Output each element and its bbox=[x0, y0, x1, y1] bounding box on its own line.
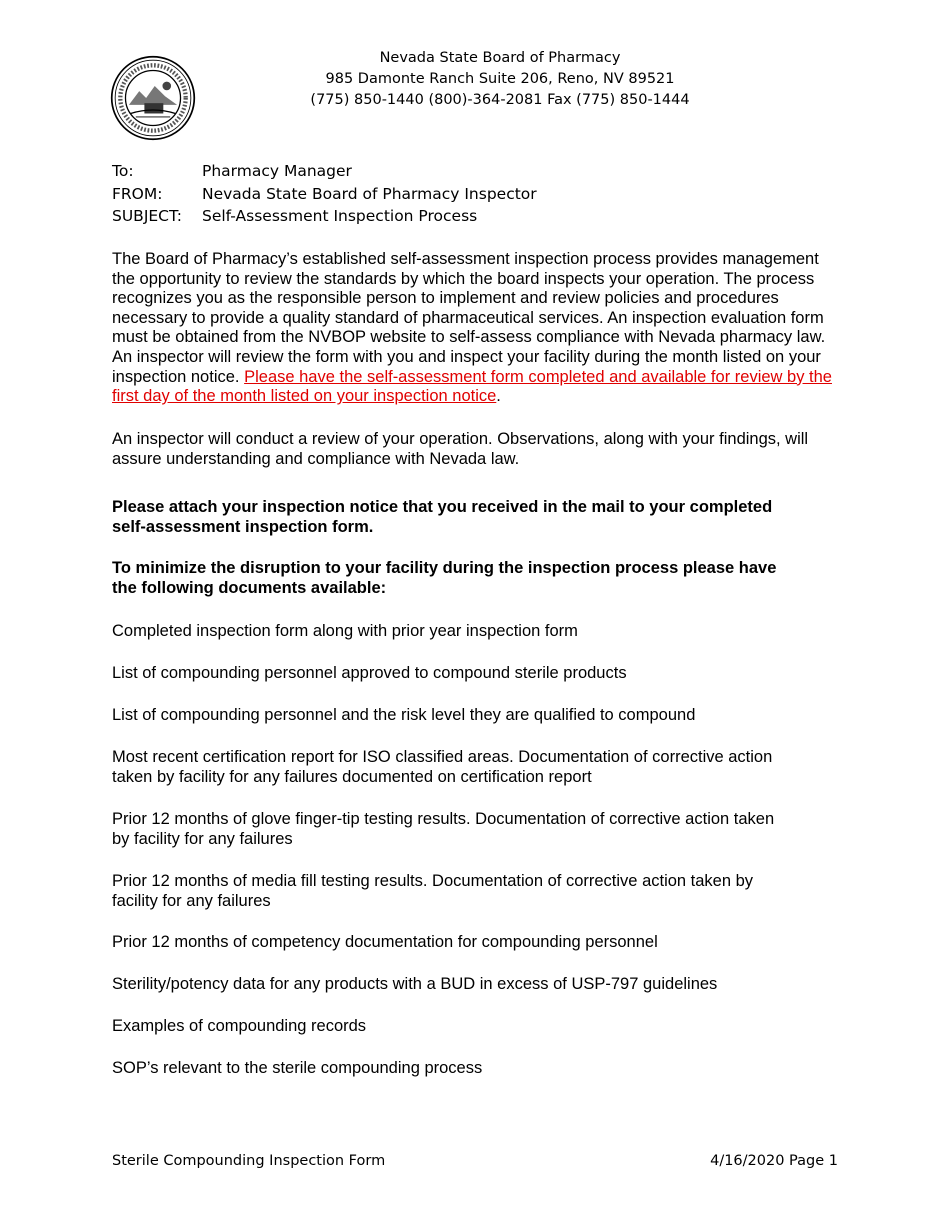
document-item: Most recent certification report for ISO classified areas. Documentation of corrective action taken by facility for any failures documented on certification report bbox=[112, 748, 773, 786]
intro-paragraph bbox=[112, 250, 842, 407]
attach-notice: Please attach your inspection notice that you received in the mail to your completed self-assessment inspection form. bbox=[112, 498, 773, 536]
document-item: Prior 12 months of competency documentation for compounding personnel bbox=[112, 933, 658, 951]
intro-text: The Board of Pharmacy’s established self-assessment inspection process provides management the opportunity to review the standards by which the board inspects your operation. The process recognizes you as the responsible person to implement and review policies and procedures necessary to provide a quality standard of pharmaceutical services. An inspection evaluation form must be obtained from the NVBOP website to self-assess compliance with Nevada pharmacy law. An inspector will review the form with you and inspect your facility during the month listed on your inspection notice. bbox=[112, 250, 826, 386]
memo-to-label: To: bbox=[112, 162, 134, 180]
nevada-state-seal bbox=[110, 55, 196, 141]
document-item: List of compounding personnel approved to compound sterile products bbox=[112, 664, 627, 682]
document-item: Examples of compounding records bbox=[112, 1017, 367, 1035]
memo-header bbox=[112, 160, 537, 228]
footer-date-page: 4/16/2020 Page 1 bbox=[710, 1153, 838, 1169]
footer-form-title: Sterile Compounding Inspection Form bbox=[112, 1153, 386, 1169]
board-address: 985 Damonte Ranch Suite 206, Reno, NV 89521 bbox=[325, 71, 675, 87]
document-item: Prior 12 months of media fill testing results. Documentation of corrective action taken by facility for any failures bbox=[112, 872, 754, 910]
memo-to-row bbox=[112, 160, 537, 183]
memo-from-value: Nevada State Board of Pharmacy Inspector bbox=[202, 184, 537, 203]
memo-subject-label: SUBJECT: bbox=[112, 207, 182, 225]
board-name: Nevada State Board of Pharmacy bbox=[379, 50, 621, 66]
memo-to-value: Pharmacy Manager bbox=[202, 162, 352, 180]
review-paragraph: An inspector will conduct a review of your operation. Observations, along with your findings, will assure understanding and compliance with Nevada law. bbox=[112, 430, 809, 468]
memo-subject-value: Self-Assessment Inspection Process bbox=[202, 207, 478, 225]
memo-from-row bbox=[112, 183, 537, 206]
document-item: List of compounding personnel and the risk level they are qualified to compound bbox=[112, 706, 696, 724]
board-phones: (775) 850-1440 (800)-364-2081 Fax (775) 850-1444 bbox=[310, 92, 690, 108]
document-item: SOP’s relevant to the sterile compounding process bbox=[112, 1059, 483, 1077]
letterhead bbox=[250, 48, 750, 111]
memo-from-label: FROM: bbox=[112, 184, 163, 203]
intro-end: . bbox=[496, 387, 501, 406]
document-item: Prior 12 months of glove finger-tip testing results. Documentation of corrective action taken by facility for any failures bbox=[112, 810, 775, 848]
form-deadline-notice: Please have the self-assessment form completed and available for review by the first day of the month listed on your inspection notice bbox=[112, 367, 832, 406]
document-item: Completed inspection form along with prior year inspection form bbox=[112, 622, 578, 640]
documents-heading: To minimize the disruption to your facility during the inspection process please have the following documents available: bbox=[112, 559, 777, 597]
memo-subject-row bbox=[112, 205, 537, 228]
document-item: Sterility/potency data for any products with a BUD in excess of USP-797 guidelines bbox=[112, 975, 718, 993]
